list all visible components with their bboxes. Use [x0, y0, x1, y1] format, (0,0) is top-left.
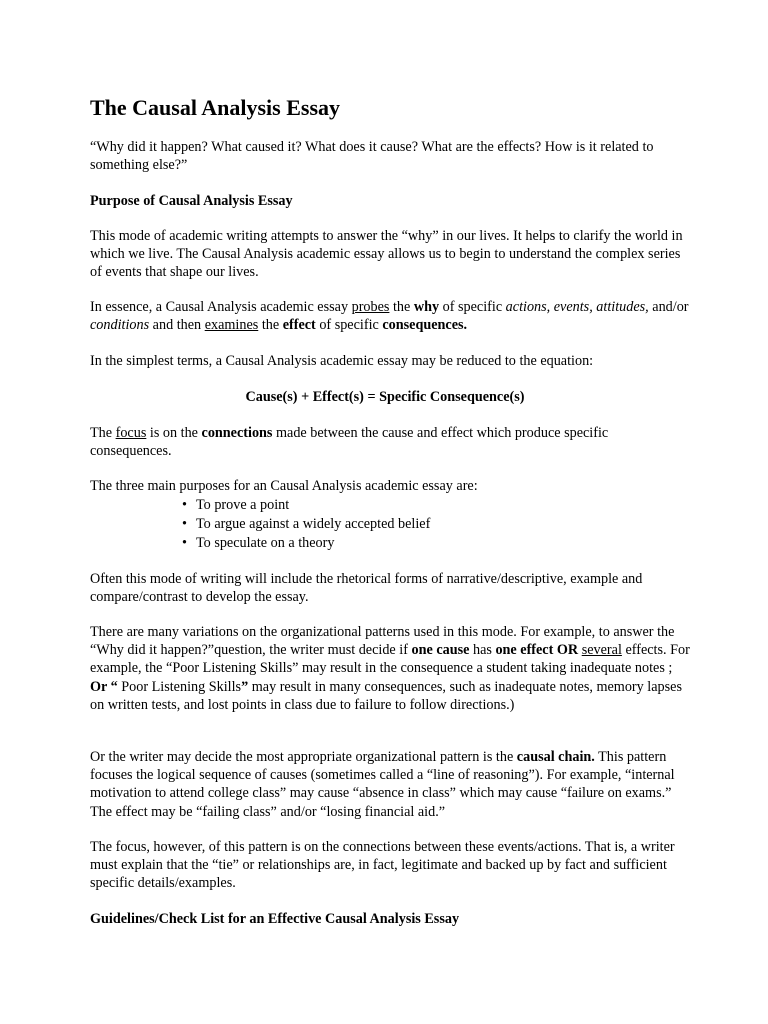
- paragraph-4: The focus is on the connections made between the cause and effect which produce specific consequences.: [90, 425, 609, 460]
- paragraph-1: This mode of academic writing attempts to answer the “why” in our lives. It helps to clarify the world in which we live. The Causal Analysis academic essay allows us to begin to understand the complex series of events that shape our lives.: [90, 228, 683, 281]
- paragraph-5: The three main purposes for an Causal Analysis academic essay are:: [90, 478, 478, 494]
- intro-paragraph: “Why did it happen? What caused it? What does it cause? What are the effects? How is it related to something else?”: [90, 139, 654, 174]
- list-item: • To argue against a widely accepted belief: [160, 515, 430, 534]
- list-item: • To prove a point: [160, 496, 430, 515]
- paragraph-8: Or the writer may decide the most appropriate organizational pattern is the causal chain. This pattern focuses the logical sequence of causes (sometimes called a “line of reasoning”). For example, “internal motivation to attend college class” may cause “absence in class” which may cause “failure on exams.” The effect may be “failing class” and/or “losing financial aid.”: [90, 749, 675, 820]
- guidelines-heading: Guidelines/Check List for an Effective Causal Analysis Essay: [90, 911, 460, 927]
- page-title: The Causal Analysis Essay: [90, 95, 341, 120]
- list-item: • To speculate on a theory: [160, 534, 430, 553]
- paragraph-2: In essence, a Causal Analysis academic essay probes the why of specific actions, events, attitudes, and/or conditions and then examines the effect of specific consequences.: [90, 299, 689, 334]
- paragraph-9: The focus, however, of this pattern is on the connections between these events/actions. That is, a writer must explain that the “tie” or relationships are, in fact, legitimate and backed up by fact and sufficient specific details/examples.: [90, 839, 675, 892]
- paragraph-6: Often this mode of writing will include the rhetorical forms of narrative/descriptive, example and compare/contrast to develop the essay.: [90, 571, 643, 606]
- purpose-heading: Purpose of Causal Analysis Essay: [90, 193, 293, 209]
- purposes-list: [160, 496, 430, 553]
- paragraph-7: There are many variations on the organizational patterns used in this mode. For example, to answer the “Why did it happen?”question, the writer must decide if one cause has one effect OR several effects. For example, the “Poor Listening Skills” may result in the consequence a student taking inadequate notes ; Or “ Poor Listening Skills” may result in many consequences, such as inadequate notes, memory lapses on written tests, and lost points in class due to failure to follow directions.): [90, 624, 690, 713]
- equation: Cause(s) + Effect(s) = Specific Consequence(s): [245, 389, 525, 405]
- paragraph-3: In the simplest terms, a Causal Analysis academic essay may be reduced to the equation:: [90, 353, 594, 369]
